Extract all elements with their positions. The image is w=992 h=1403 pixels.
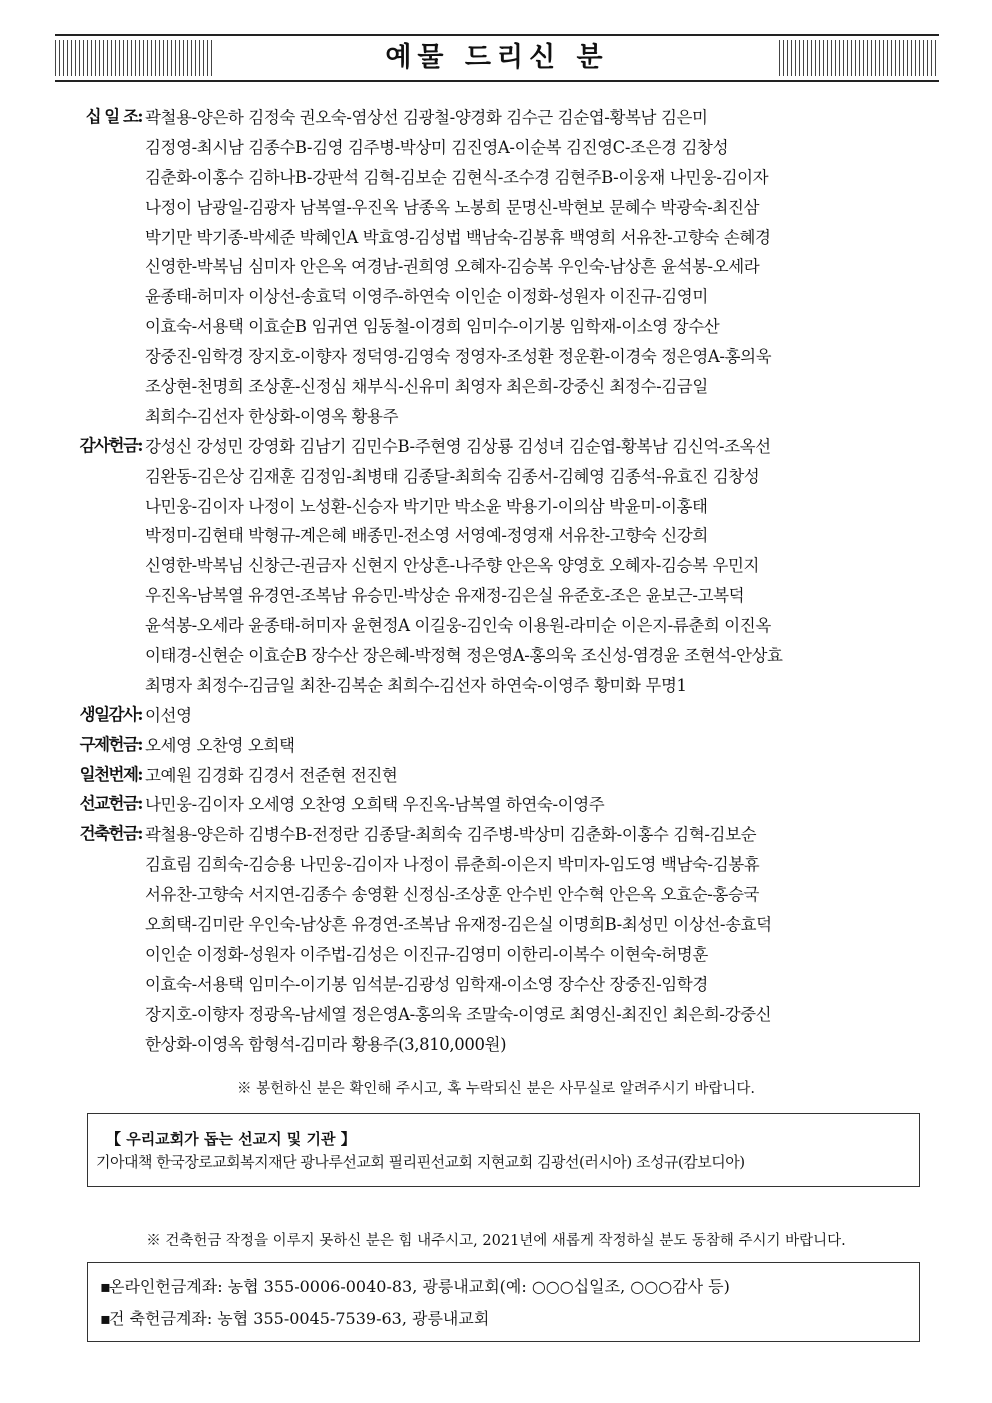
building-note: ※ 건축헌금 작정을 이루지 못하신 분은 힘 내주시고, 2021년에 새롭게 작정하실 분도 동참해 주시기 바랍니다. [146, 1233, 846, 1249]
name-line: 김완동-김은상 김재훈 김정임-최병태 김종달-최희숙 김종서-김혜영 김종석-유효진 김창성 [145, 466, 760, 486]
name-line: 서유찬-고향숙 서지연-김종수 송영환 신정심-조상훈 안수빈 안수혁 안은옥 오효순-홍승국 [145, 885, 760, 905]
name-line: 윤석봉-오세라 윤종태-허미자 윤현정A 이길웅-김인숙 이용원-라미순 이은지-류춘희 이진옥 [145, 616, 771, 636]
section-names [142, 432, 940, 701]
name-line: 최명자 최정수-김금일 최찬-김복순 최희수-김선자 하연숙-이영주 황미화 무명1 [145, 675, 687, 695]
section-names [142, 790, 940, 820]
name-line: 김효림 김희숙-김승용 나민웅-김이자 나정이 류춘희-이은지 박미자-임도영 백남숙-김봉휴 [145, 855, 760, 875]
bullet-icon: ▪ [100, 1309, 111, 1328]
offering-section [60, 790, 940, 820]
name-line: 장지호-이향자 정광옥-남세열 정은영A-홍의욱 조말숙-이영로 최영신-최진인 최은희-강중신 [145, 1004, 772, 1024]
section-label: 감사헌금: [79, 435, 142, 455]
section-label: 구제헌금: [79, 734, 142, 754]
mission-list: 기아대책 한국장로교회복지재단 광나루선교회 필리핀선교회 지현교회 김광선(러시아) 조성규(캄보디아) [96, 1153, 745, 1171]
title-banner [55, 34, 939, 82]
name-line: 곽철용-양은하 김병수B-전정란 김종달-최희숙 김주병-박상미 김춘화-이홍수 김혁-김보순 [145, 825, 757, 845]
section-label: 선교헌금: [79, 794, 142, 814]
offering-section [60, 761, 940, 791]
offering-section [60, 432, 940, 701]
building-account-line [100, 1303, 919, 1335]
name-line: 조상현-천명희 조상훈-신정심 채부식-신유미 최영자 최은희-강중신 최정수-김금일 [145, 377, 708, 397]
name-line: 이선영 [145, 705, 192, 725]
name-line: 이태경-신현순 이효순B 장수산 장은혜-박정혁 정은영A-홍의욱 조신성-염경윤 조현석-안상효 [145, 646, 783, 666]
building-account-text: 건 축헌금계좌: 농협 355-0045-7539-63, 광릉내교회 [109, 1309, 490, 1328]
name-line: 신영한-박복님 신창근-권금자 신현지 안상흔-나주향 안은옥 양영호 오혜자-김승복 우민지 [145, 556, 760, 576]
name-line: 나민웅-김이자 나정이 노성환-신승자 박기만 박소윤 박용기-이의삼 박윤미-이홍태 [145, 496, 708, 516]
name-line: 오세영 오찬영 오희택 [145, 735, 295, 755]
name-line: 이인순 이정화-성원자 이주법-김성은 이진규-김영미 이한리-이복수 이현숙-허명훈 [145, 944, 708, 964]
name-line: 나정이 남광일-김광자 남복열-우진옥 남종옥 노봉희 문명신-박현보 문혜수 박광숙-최진삼 [145, 197, 760, 217]
section-names [142, 820, 940, 1059]
offering-list [60, 103, 940, 1060]
online-account-line [100, 1271, 919, 1303]
name-line: 윤종태-허미자 이상선-송효덕 이영주-하연숙 이인순 이정화-성원자 이진규-김영미 [145, 287, 708, 307]
name-line: 고예원 김경화 김경서 전준현 전진현 [145, 765, 398, 785]
name-line: 오희택-김미란 우인숙-남상흔 유경연-조복남 유재정-김은실 이명희B-최성민 이상선-송효덕 [145, 915, 772, 935]
section-label: 건축헌금: [79, 824, 142, 844]
online-account-text: 온라인헌금계좌: 농협 355-0006-0040-83, 광릉내교회(예: ○○○십일조, ○○○감사 등) [109, 1277, 730, 1296]
section-names [142, 701, 940, 731]
name-line: 신영한-박복님 심미자 안은옥 여경남-권희영 오혜자-김승복 우인숙-남상흔 윤석봉-오세라 [145, 257, 760, 277]
name-line: 최희수-김선자 한상화-이영옥 황용주 [145, 406, 399, 426]
offering-section [60, 731, 940, 761]
name-line: 곽철용-양은하 김정숙 권오숙-염상선 김광철-양경화 김수근 김순엽-황복남 김은미 [145, 108, 708, 127]
name-line: 한상화-이영옥 함형석-김미라 황용주(3,810,000원) [145, 1034, 507, 1054]
name-line: 김춘화-이홍수 김하나B-강판석 김혁-김보순 김현식-조수경 김현주B-이웅재 나민웅-김이자 [145, 167, 769, 187]
section-label: 일천번제: [79, 764, 142, 784]
confirm-note: ※ 봉헌하신 분은 확인해 주시고, 혹 누락되신 분은 사무실로 알려주시기 바랍니다. [236, 1081, 756, 1097]
section-names [142, 731, 940, 761]
name-line: 우진옥-남복열 유경연-조복남 유승민-박상순 유재정-김은실 유준호-조은 윤보근-고복덕 [145, 586, 745, 606]
section-label: 생일감사: [79, 704, 142, 724]
offering-section [60, 103, 940, 432]
offering-section [60, 820, 940, 1059]
bullet-icon: ▪ [100, 1277, 111, 1296]
page-title: 예물 드리신 분 [385, 42, 609, 73]
section-names [142, 103, 940, 432]
name-line: 장중진-임학경 장지호-이향자 정덕영-김영숙 정영자-조성환 정운환-이경숙 정은영A-홍의욱 [145, 347, 772, 367]
offering-section [60, 701, 940, 731]
mission-box [87, 1113, 920, 1187]
name-line: 박정미-김현태 박형규-계은혜 배종민-전소영 서영예-정영재 서유찬-고향숙 신강희 [145, 526, 708, 546]
name-line: 강성신 강성민 강영화 김남기 김민수B-주현영 김상룡 김성녀 김순엽-황복남 김신억-조옥선 [145, 436, 771, 456]
section-label: 십 일 조: [85, 107, 142, 126]
name-line: 박기만 박기종-박세준 박혜인A 박효영-김성법 백남숙-김봉휴 백영희 서유찬-고향숙 손혜경 [145, 227, 771, 247]
name-line: 이효숙-서용택 이효순B 임귀연 임동철-이경희 임미수-이기봉 임학재-이소영 장수산 [145, 317, 720, 337]
account-box [87, 1262, 920, 1342]
name-line: 이효숙-서용택 임미수-이기봉 임석분-김광성 임학재-이소영 장수산 장중진-임학경 [145, 974, 708, 994]
name-line: 김정영-최시남 김종수B-김영 김주병-박상미 김진영A-이순복 김진영C-조은경 김창성 [145, 137, 729, 157]
name-line: 나민웅-김이자 오세영 오찬영 오희택 우진옥-남복열 하연숙-이영주 [145, 795, 605, 815]
mission-title: 【 우리교회가 돕는 선교지 및 기관 】 [106, 1130, 356, 1148]
section-names [142, 761, 940, 791]
